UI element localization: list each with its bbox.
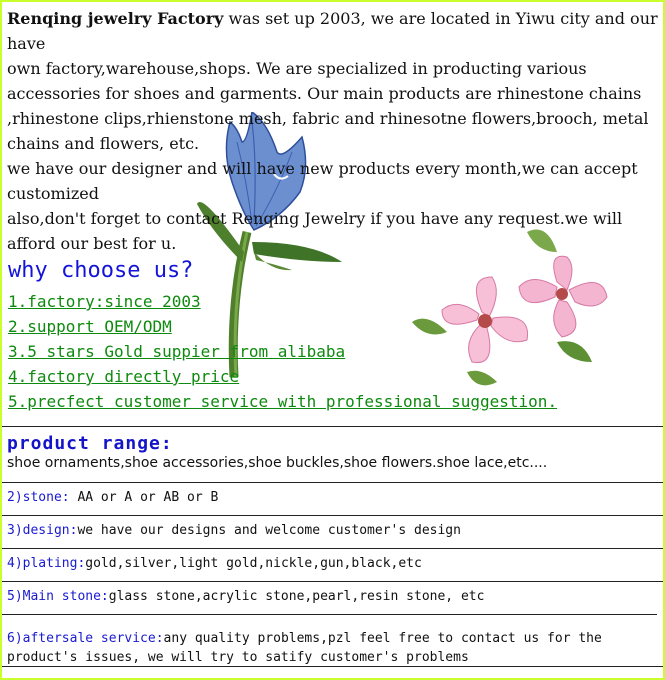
spec-aftersale-value: any quality problems,pzl feel free to contact us for the product's issues, we will try to satify customer's problems bbox=[7, 631, 602, 665]
intro-line3: we have our designer and will have new products every month,we can accept customized bbox=[7, 159, 638, 203]
intro-line4: also,don't forget to contact Renqing Jewelry if you have any request.we will afford our best for u. bbox=[7, 209, 623, 253]
spec-main-stone bbox=[2, 581, 665, 612]
product-range-title: product range: bbox=[7, 433, 173, 454]
spec-stone-value: AA or A or AB or B bbox=[69, 490, 219, 505]
spec-aftersale bbox=[2, 614, 657, 679]
why-choose-title: why choose us? bbox=[8, 258, 194, 283]
product-range-section bbox=[2, 426, 665, 479]
why-item-price[interactable]: 4.factory directly price bbox=[8, 367, 240, 386]
spec-plating-label: 4)plating: bbox=[7, 556, 86, 571]
why-choose-list bbox=[8, 289, 557, 414]
intro-line2: own factory,warehouse,shops. We are specialized in producting various accessories for shoes and garments. Our main products are rhinestone chains ,rhinestone clips,rhienstone mesh, fabric and rhinesotne flowers,brooch, metal chains and flowers, etc. bbox=[7, 59, 649, 153]
spec-design-label: 3)design: bbox=[7, 523, 78, 538]
intro-line1: was set up 2003, we are located in Yiwu city and our have bbox=[7, 9, 658, 53]
spec-aftersale-label: 6)aftersale service: bbox=[7, 631, 164, 646]
spec-design bbox=[2, 515, 665, 546]
spec-plating bbox=[2, 548, 665, 579]
product-range-text: shoe ornaments,shoe accessories,shoe buckles,shoe flowers.shoe lace,etc.... bbox=[7, 455, 548, 471]
spec-main-stone-label: 5)Main stone: bbox=[7, 589, 109, 604]
why-item-gold-supplier[interactable]: 3.5 stars Gold suppier from alibaba bbox=[8, 342, 346, 361]
why-item-service[interactable]: 5.precfect customer service with professional suggestion. bbox=[8, 392, 558, 411]
spec-stone bbox=[2, 482, 665, 513]
spec-stone-label: 2)stone: bbox=[7, 490, 70, 505]
spec-main-stone-value: glass stone,acrylic stone,pearl,resin stone, etc bbox=[108, 589, 485, 604]
company-name: Renqing jewelry Factory bbox=[7, 9, 224, 28]
why-item-factory[interactable]: 1.factory:since 2003 bbox=[8, 292, 201, 311]
why-item-oem[interactable]: 2.support OEM/ODM bbox=[8, 317, 172, 336]
intro-text bbox=[7, 6, 659, 256]
spec-plating-value: gold,silver,light gold,nickle,gun,black,etc bbox=[85, 556, 422, 571]
spec-design-value: we have our designs and welcome customer's design bbox=[77, 523, 461, 538]
